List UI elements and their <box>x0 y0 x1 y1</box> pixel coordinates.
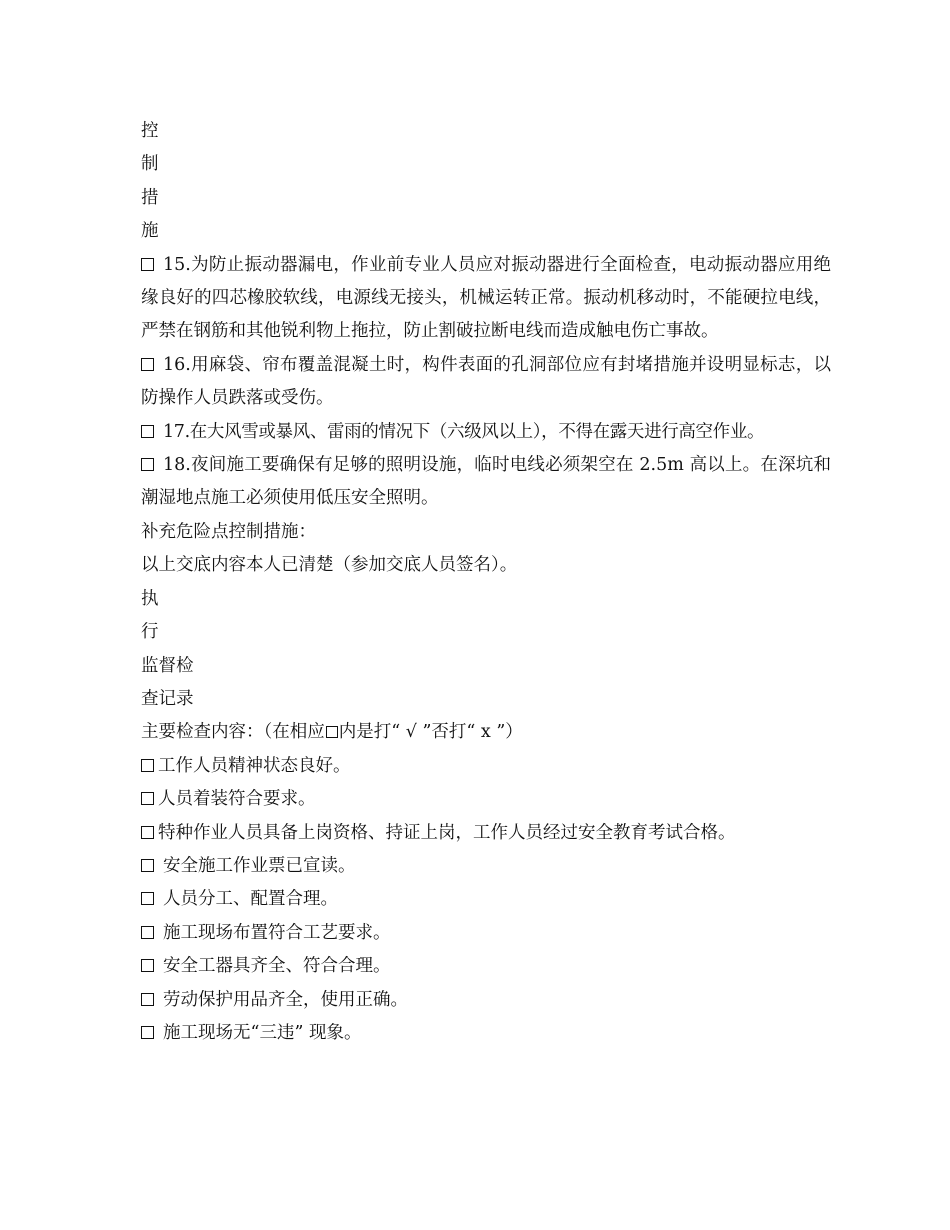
checkbox[interactable] <box>141 1026 154 1039</box>
heading-execution: 行 <box>141 622 159 643</box>
check-item: 工作人员精神状态良好。 <box>141 750 831 783</box>
measure-text: 15.为防止振动器漏电，作业前专业人员应对振动器进行全面检查，电动振动器应用绝缘良好的四芯橡胶软线，电源线无接头，机械运转正常。振动机移动时，不能硬拉电线，严禁在钢筋和其他锐利物上拖拉，防止割破拉断电线而造成触电伤亡事故。 <box>141 254 831 342</box>
check-item: 人员分工、配置合理。 <box>141 883 831 916</box>
checkbox[interactable] <box>141 425 154 438</box>
measure-item-15 <box>141 249 831 349</box>
checkbox[interactable] <box>141 859 154 872</box>
measure-item-16 <box>141 349 831 416</box>
check-item: 施工现场布置符合工艺要求。 <box>141 917 831 950</box>
inspection-intro: 主要检查内容：（在相应 内是打“ √ ”否打“ x ”） <box>141 722 523 743</box>
heading-char: 施 <box>141 221 159 242</box>
heading-execution: 执 <box>141 588 159 609</box>
check-item: 施工现场无“三违” 现象。 <box>141 1017 831 1050</box>
document-content <box>141 115 831 1050</box>
checkbox[interactable] <box>141 792 154 805</box>
checkbox[interactable] <box>141 358 154 371</box>
checkbox[interactable] <box>141 926 154 939</box>
measure-text: 16.用麻袋、帘布覆盖混凝土时，构件表面的孔洞部位应有封堵措施并设明显标志，以防操作人员跌落或受伤。 <box>141 354 831 409</box>
check-item: 安全施工作业票已宣读。 <box>141 850 831 883</box>
measure-text: 17.在大风雪或暴风、雷雨的情况下（六级风以上），不得在露天进行高空作业。 <box>163 421 765 442</box>
heading-char: 措 <box>141 187 159 208</box>
measure-text: 18.夜间施工要确保有足够的照明设施，临时电线必须架空在 2.5m 高以上。在深坑和潮湿地点施工必须使用低压安全照明。 <box>141 455 831 509</box>
heading-char: 控 <box>141 121 159 141</box>
checkbox[interactable] <box>141 759 154 772</box>
checkbox-symbol <box>326 726 338 738</box>
check-item: 特种作业人员具备上岗资格、持证上岗，工作人员经过安全教育考试合格。 <box>141 817 831 850</box>
supplement-label: 补充危险点控制措施： <box>141 521 316 542</box>
check-item: 安全工器具齐全、符合合理。 <box>141 950 831 983</box>
acknowledgement-text: 以上交底内容本人已清楚（参加交底人员签名）。 <box>141 555 518 576</box>
measure-item-17 <box>141 416 831 449</box>
checkbox[interactable] <box>141 826 154 839</box>
checkbox[interactable] <box>141 959 154 972</box>
heading-execution: 查记录 <box>141 688 194 709</box>
heading-execution: 监督检 <box>141 655 194 676</box>
checkbox[interactable] <box>141 458 154 471</box>
measure-item-18 <box>141 449 831 516</box>
check-item: 人员着装符合要求。 <box>141 783 831 816</box>
checkbox[interactable] <box>141 892 154 905</box>
check-item: 劳动保护用品齐全，使用正确。 <box>141 984 831 1017</box>
checkbox[interactable] <box>141 258 154 271</box>
heading-char: 制 <box>141 154 159 175</box>
checkbox[interactable] <box>141 993 154 1006</box>
